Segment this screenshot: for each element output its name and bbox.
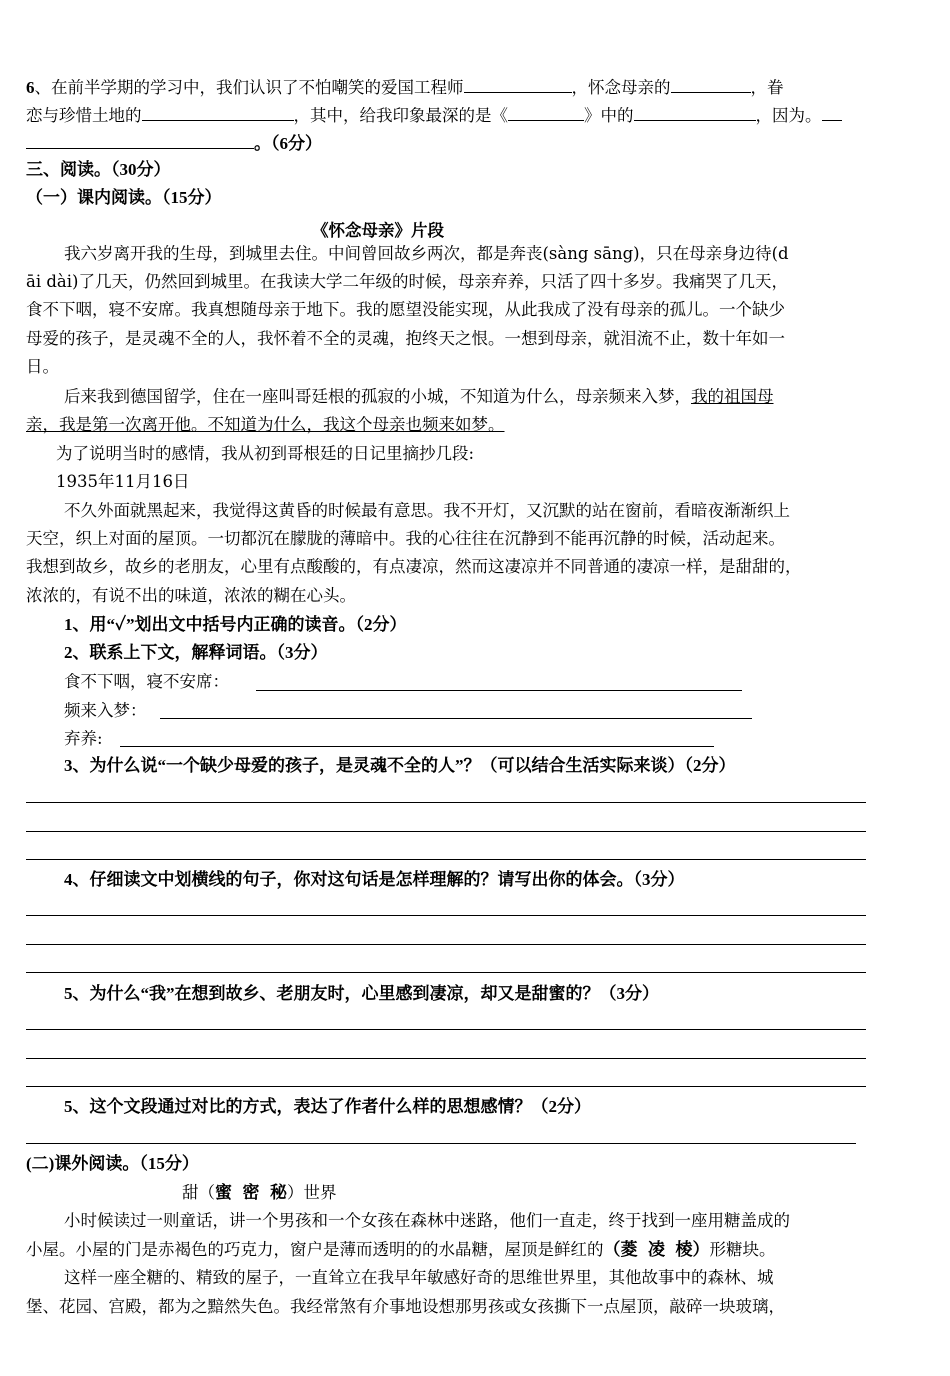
char-option[interactable]: 菱 bbox=[620, 1240, 638, 1259]
answer-line[interactable] bbox=[26, 972, 866, 973]
word-item: 弃养: bbox=[64, 729, 103, 748]
answer-line[interactable] bbox=[26, 1086, 866, 1087]
word-item: 食不下咽，寝不安席： bbox=[64, 672, 229, 691]
answer-line[interactable] bbox=[26, 944, 866, 945]
char-option[interactable]: 蜜 bbox=[215, 1183, 232, 1202]
answer-line[interactable] bbox=[26, 1058, 866, 1059]
answer-line[interactable] bbox=[256, 690, 742, 691]
passage-line: āi dài)了几天，仍然回到城里。在我读大学二年级的时候，母亲弃养，只活了四十多岁。我痛哭了几天， bbox=[26, 272, 788, 291]
passage-line: 不久外面就黑起来，我觉得这黄昏的时候最有意思。我不开灯，又沉默的站在窗前，看暗夜渐渐织上 bbox=[64, 501, 790, 520]
passage-line: 这样一座全糖的、精致的屋子，一直耸立在我早年敏感好奇的思维世界里，其他故事中的森林、城 bbox=[64, 1268, 774, 1287]
passage-line: 我想到故乡，故乡的老朋友，心里有点酸酸的，有点凄凉，然而这凄凉并不同普通的凄凉一样，是甜甜的， bbox=[26, 557, 802, 576]
question-5: 5、为什么“我”在想到故乡、老朋友时，心里感到凄凉，却又是甜蜜的？（3分） bbox=[64, 984, 659, 1003]
q6-line-3: 。（6分） bbox=[26, 132, 322, 154]
answer-blank[interactable] bbox=[142, 104, 294, 121]
question-2: 2、联系上下文，解释词语。（3分） bbox=[64, 643, 328, 662]
answer-line[interactable] bbox=[26, 915, 866, 916]
answer-blank[interactable] bbox=[464, 76, 572, 93]
answer-blank[interactable] bbox=[671, 76, 751, 93]
question-4: 4、仔细读文中划横线的句子，你对这句话是怎样理解的？请写出你的体会。（3分） bbox=[64, 870, 685, 889]
passage-line: 后来我到德国留学，住在一座叫哥廷根的孤寂的小城，不知道为什么，母亲频来入梦，我的祖国母 bbox=[64, 387, 774, 406]
diary-date: 1935年11月16日 bbox=[56, 472, 190, 491]
answer-line[interactable] bbox=[120, 746, 714, 747]
answer-blank[interactable] bbox=[634, 104, 756, 121]
section-heading: 三、阅读。（30分） bbox=[26, 160, 171, 179]
subsection-heading: (二)课外阅读。（15分） bbox=[26, 1154, 199, 1173]
char-option[interactable]: 密 bbox=[242, 1183, 260, 1202]
question-1: 1、用“✓”划出文中括号内正确的读音。（2分） bbox=[64, 615, 407, 634]
passage-line: 浓浓的，有说不出的味道，浓浓的糊在心头。 bbox=[26, 586, 356, 605]
answer-blank[interactable] bbox=[26, 132, 254, 149]
passage-line: 我六岁离开我的生母，到城里去住。中间曾回故乡两次，都是奔丧(sàng sāng)，只在母亲身边待(d bbox=[64, 244, 789, 263]
question-5b: 5、这个文段通过对比的方式，表达了作者什么样的思想感情？（2分） bbox=[64, 1097, 591, 1116]
passage-line: 堡、花园、宫殿，都为之黯然失色。我经常煞有介事地设想那男孩或女孩撕下一点屋顶，敲碎一块玻璃， bbox=[26, 1297, 785, 1316]
answer-line[interactable] bbox=[26, 1143, 856, 1144]
passage-line: 食不下咽，寝不安席。我真想随母亲于地下。我的愿望没能实现，从此我成了没有母亲的孤儿。一个缺少 bbox=[26, 300, 785, 319]
char-option[interactable]: 秘 bbox=[270, 1183, 287, 1202]
answer-blank[interactable] bbox=[508, 104, 584, 121]
word-item: 频来入梦： bbox=[64, 701, 147, 720]
answer-blank[interactable] bbox=[822, 104, 842, 121]
passage-line: 母爱的孩子，是灵魂不全的人，我怀着不全的灵魂，抱终天之恨。一想到母亲，就泪流不止，数十年如一 bbox=[26, 329, 785, 348]
char-option[interactable]: 凌 bbox=[648, 1240, 665, 1259]
subsection-heading: （一）课内阅读。（15分） bbox=[26, 188, 222, 207]
answer-line[interactable] bbox=[160, 718, 752, 719]
passage-line: 天空，织上对面的屋顶。一切都沉在朦胧的薄暗中。我的心往往在沉静到不能再沉静的时候，活动起来。 bbox=[26, 529, 785, 548]
q6-line-2: 恋与珍惜土地的 ，其中，给我印象最深的是《 》中的 ，因为。 bbox=[26, 104, 842, 126]
passage-line: 小时候读过一则童话，讲一个男孩和一个女孩在森林中迷路，他们一直走，终于找到一座用糖盖成的 bbox=[64, 1211, 790, 1230]
passage-line: 日。 bbox=[26, 357, 59, 376]
char-option[interactable]: 棱 bbox=[675, 1240, 693, 1259]
underlined-sentence: 我的祖国母 bbox=[691, 387, 774, 406]
passage-title-choice: 甜（蜜 密 秘）世界 bbox=[182, 1183, 337, 1202]
answer-line[interactable] bbox=[26, 1029, 866, 1030]
question-3: 3、为什么说“一个缺少母爱的孩子，是灵魂不全的人”？（可以结合生活实际来谈）（2分） bbox=[64, 756, 736, 775]
answer-line[interactable] bbox=[26, 802, 866, 803]
passage-line: 为了说明当时的感情，我从初到哥根廷的日记里摘抄几段: bbox=[56, 444, 475, 463]
underlined-sentence: 亲，我是第一次离开他。不知道为什么，我这个母亲也频来如梦。 bbox=[26, 415, 505, 434]
answer-line[interactable] bbox=[26, 859, 866, 860]
answer-line[interactable] bbox=[26, 831, 866, 832]
passage-title: 《怀念母亲》片段 bbox=[312, 221, 444, 240]
passage-line: 小屋。小屋的门是赤褐色的巧克力，窗户是薄而透明的的水晶糖，屋顶是鲜红的（菱 凌 棱）形糖块。 bbox=[26, 1240, 776, 1259]
q6-line-1: 6、在前半学期的学习中，我们认识了不怕嘲笑的爱国工程师 ，怀念母亲的 ，眷 bbox=[26, 78, 784, 97]
